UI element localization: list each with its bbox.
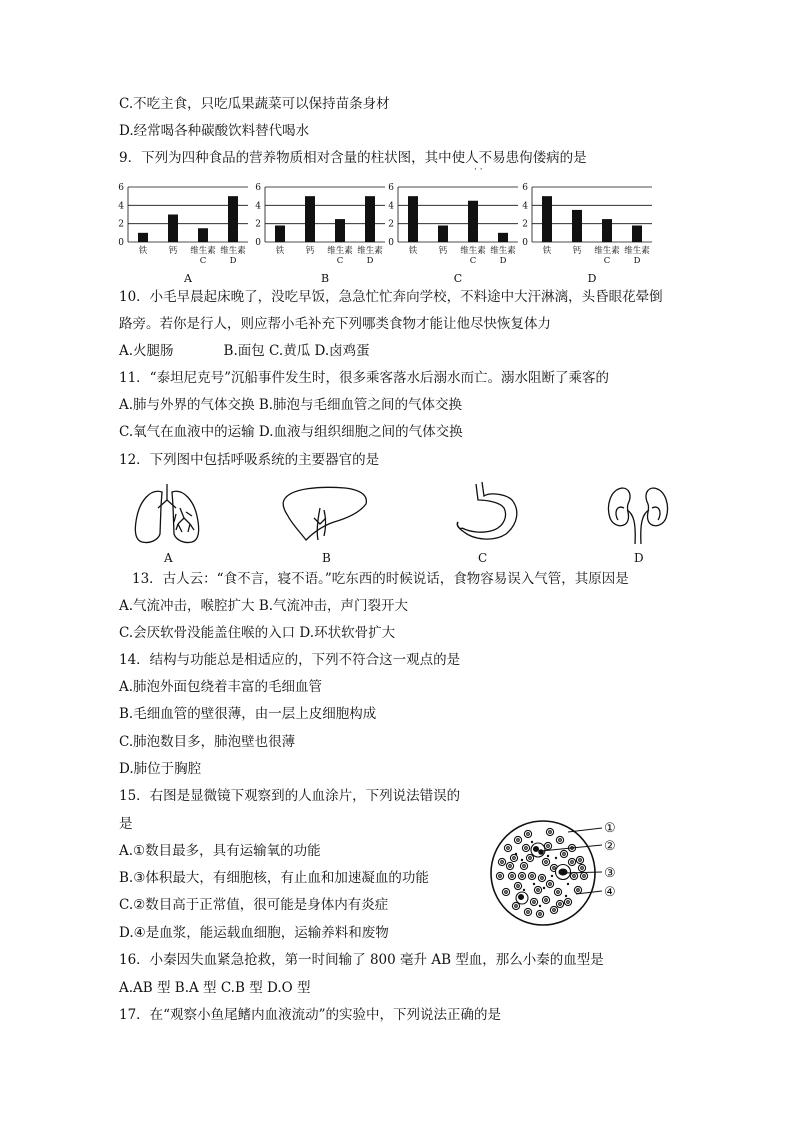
bar <box>632 226 642 243</box>
q11-options-cd: C.氧气在血液中的运输 D.血液与组织细胞之间的气体交换 <box>119 424 463 440</box>
x-tick-label: 钙 <box>305 246 315 256</box>
bar-chart-c <box>388 183 518 285</box>
bar <box>572 210 582 242</box>
q14-option-c: C.肺泡数目多，肺泡壁也很薄 <box>119 734 296 750</box>
red-blood-cell-center <box>505 891 508 894</box>
y-tick-label: 0 <box>522 238 528 248</box>
lungs-figure <box>135 484 198 543</box>
q8-option-d: D.经常喝各种碳酸饮料替代喝水 <box>119 123 310 139</box>
red-blood-cell-center <box>547 845 550 848</box>
platelet <box>523 889 525 891</box>
red-blood-cell-center <box>501 861 504 864</box>
platelet <box>531 841 533 843</box>
bar <box>498 233 508 242</box>
bar <box>305 196 315 242</box>
red-blood-cell-center <box>527 833 530 836</box>
kidneys-figure <box>609 488 668 544</box>
y-tick-label: 2 <box>388 219 394 230</box>
x-tick-label-line2: C <box>336 256 344 266</box>
bar-chart-b <box>255 183 385 285</box>
x-tick-label: 维生素 <box>190 246 216 256</box>
x-tick-label-line2: D <box>229 256 237 266</box>
chart-title: A <box>184 272 192 285</box>
q12-stem: 12．下列图中包括呼吸系统的主要器官的是 <box>119 452 380 468</box>
q10-options-bcd: B.面包 C.黄瓜 D.卤鸡蛋 <box>223 343 370 359</box>
bar <box>542 196 552 242</box>
q12-label-d: D <box>634 551 644 565</box>
marker-3: ③ <box>604 866 616 881</box>
q14-option-b: B.毛细血管的壁很薄，由一层上皮细胞构成 <box>119 706 377 722</box>
q12-label-a: A <box>164 551 173 565</box>
q11-options-ab: A.肺与外界的气体交换 B.肺泡与毛细血管之间的气体交换 <box>119 397 463 413</box>
red-blood-cell-center <box>549 883 552 886</box>
red-blood-cell-center <box>537 889 540 892</box>
platelet <box>567 883 569 885</box>
q13-stem: 13．古人云：“食不言，寝不语。”吃东西的时候说话，食物容易误入气管，其原因是 <box>132 571 629 587</box>
red-blood-cell-center <box>511 875 514 878</box>
q8-option-c: C.不吃主食，只吃瓜果蔬菜可以保持苗条身材 <box>119 96 390 112</box>
bar <box>408 196 418 242</box>
red-blood-cell-center <box>533 901 536 904</box>
q14-option-a: A.肺泡外面包绕着丰富的毛细血管 <box>119 679 323 695</box>
q14-stem: 14．结构与功能总是相适应的，下列不符合这一观点的是 <box>119 652 461 668</box>
q15-option-c: C.②数目高于正常值，很可能是身体内有炎症 <box>119 897 389 913</box>
x-tick-label: 钙 <box>572 246 582 256</box>
red-blood-cell-center <box>579 859 582 862</box>
q12-organ-figures <box>0 478 794 568</box>
y-tick-label: 6 <box>118 183 124 193</box>
platelet <box>551 875 553 877</box>
red-blood-cell-center <box>517 839 520 842</box>
chart-title: D <box>587 272 597 285</box>
chart-title: C <box>453 272 463 285</box>
x-tick-label-line2: D <box>499 256 507 266</box>
blood-smear-figure <box>488 818 668 928</box>
y-tick-label: 4 <box>388 201 394 212</box>
x-tick-label: 维生素 <box>624 246 650 256</box>
red-blood-cell-center <box>523 865 526 868</box>
x-tick-label: 维生素 <box>357 246 383 256</box>
red-blood-cell-center <box>541 877 544 880</box>
q10-stem-line1: 10．小毛早晨起床晚了，没吃早饭，急急忙忙奔向学校，不料途中大汗淋漓，头昏眼花晕倒 <box>119 289 663 305</box>
q12-label-c: C <box>478 551 488 565</box>
liver-figure <box>283 487 366 540</box>
platelet <box>565 895 567 897</box>
red-blood-cell-center <box>553 867 556 870</box>
marker-2: ② <box>604 839 616 854</box>
red-blood-cell-center <box>521 875 524 878</box>
red-blood-cell-center <box>559 839 562 842</box>
y-tick-label: 4 <box>118 201 124 212</box>
bar <box>468 201 478 242</box>
q16-options: A.AB 型 B.A 型 C.B 型 D.O 型 <box>119 980 311 996</box>
q10-options <box>119 342 370 360</box>
q14-option-d: D.肺位于胸腔 <box>119 761 202 777</box>
q13-options-ab: A.气流冲击，喉腔扩大 B.气流冲击，声门裂开大 <box>119 598 409 614</box>
x-tick-label: 维生素 <box>460 246 486 256</box>
red-blood-cell-center <box>559 903 562 906</box>
red-blood-cell-center <box>571 861 574 864</box>
red-blood-cell-center <box>529 857 532 860</box>
red-blood-cell-center <box>545 861 548 864</box>
x-tick-label: 维生素 <box>220 246 246 256</box>
x-tick-label: 钙 <box>438 246 448 256</box>
x-tick-label-line2: D <box>366 256 374 266</box>
q15-option-d: D.④是血浆，能运载血细胞，运输养料和废物 <box>119 925 389 941</box>
red-blood-cell-center <box>527 911 530 914</box>
x-tick-label: 铁 <box>138 246 148 256</box>
red-blood-cell-center <box>515 905 518 908</box>
red-blood-cell-center <box>553 909 556 912</box>
chart-title: B <box>320 272 330 285</box>
q12-label-b: B <box>322 551 331 565</box>
x-tick-label: 铁 <box>275 246 285 256</box>
red-blood-cell-center <box>581 867 584 870</box>
x-tick-label: 铁 <box>408 246 418 256</box>
bar <box>228 196 238 242</box>
q17-stem: 17．在“观察小鱼尾鳍内血液流动”的实验中，下列说法正确的是 <box>119 1007 501 1023</box>
red-blood-cell-center <box>549 831 552 834</box>
bar <box>198 228 208 242</box>
red-blood-cell-center <box>531 875 534 878</box>
platelet <box>543 887 545 889</box>
q10-stem-line2: 路旁。若你是行人，则应帮小毛补充下列哪类食物才能让他尽快恢复体力 <box>119 316 551 332</box>
red-blood-cell-center <box>567 901 570 904</box>
x-tick-label-line2: C <box>469 256 477 266</box>
y-tick-label: 2 <box>255 219 261 230</box>
y-tick-label: 6 <box>522 183 528 193</box>
x-tick-label: 钙 <box>168 246 178 256</box>
platelet <box>547 855 549 857</box>
bar <box>168 215 178 243</box>
q16-stem: 16．小秦因失血紧急抢救，第一时间输了 800 毫升 AB 型血，那么小秦的血型是 <box>119 952 604 968</box>
red-blood-cell-center <box>507 847 510 850</box>
marker-1: ① <box>604 821 616 836</box>
q9-bar-charts <box>0 175 794 295</box>
red-blood-cell-center <box>525 847 528 850</box>
q15-option-b: B.③体积最大，有细胞核，有止血和加速凝血的功能 <box>119 870 429 886</box>
red-blood-cell-center <box>517 885 520 888</box>
y-tick-label: 0 <box>388 238 394 248</box>
platelet <box>539 905 541 907</box>
bar-chart-d <box>522 183 652 285</box>
red-blood-cell-center <box>577 889 580 892</box>
red-blood-cell-center <box>573 875 576 878</box>
q9-emphasis-dots: · · <box>474 165 483 175</box>
y-tick-label: 2 <box>118 219 124 230</box>
y-tick-label: 4 <box>522 201 528 212</box>
bar <box>335 219 345 242</box>
red-blood-cell-center <box>539 913 542 916</box>
platelet <box>515 853 517 855</box>
red-blood-cell-center <box>557 891 560 894</box>
x-tick-label-line2: C <box>199 256 207 266</box>
x-tick-label-line2: C <box>603 256 611 266</box>
platelet <box>555 857 557 859</box>
x-tick-label: 维生素 <box>327 246 353 256</box>
platelet <box>521 859 523 861</box>
q13-options-cd: C.会厌软骨没能盖住喉的入口 D.环状软骨扩大 <box>119 625 396 641</box>
bar-chart-a <box>118 183 248 285</box>
bar <box>275 226 285 243</box>
bar <box>438 226 448 243</box>
q11-stem: 11．“泰坦尼克号”沉船事件发生时，很多乘客落水后溺水而亡。溺水阻断了乘客的 <box>119 370 609 386</box>
red-blood-cell-center <box>563 853 566 856</box>
y-tick-label: 0 <box>118 238 124 248</box>
y-tick-label: 0 <box>255 238 261 248</box>
red-blood-cell-center <box>509 865 512 868</box>
marker-4: ④ <box>604 885 616 900</box>
red-blood-cell-center <box>545 899 548 902</box>
red-blood-cell-center <box>583 875 586 878</box>
red-blood-cell-center <box>499 875 502 878</box>
q10-option-a: A.火腿肠 <box>119 343 174 359</box>
bar <box>602 219 612 242</box>
x-tick-label: 维生素 <box>490 246 516 256</box>
q9-stem: 9．下列为四种食品的营养物质相对含量的柱状图，其中使人不易患佝偻病的是 <box>119 150 587 166</box>
x-tick-label: 铁 <box>542 246 552 256</box>
y-tick-label: 2 <box>522 219 528 230</box>
bar <box>365 196 375 242</box>
q15-stem: 15．右图是显微镜下观察到的人血涂片，下列说法错误的 <box>119 788 461 804</box>
q15-option-a: A.①数目最多，具有运输氧的功能 <box>119 843 321 859</box>
y-tick-label: 4 <box>255 201 261 212</box>
platelet <box>533 883 535 885</box>
red-blood-cell-center <box>513 857 516 860</box>
stomach-figure <box>457 482 517 539</box>
x-tick-label-line2: D <box>633 256 641 266</box>
bar <box>138 233 148 242</box>
y-tick-label: 6 <box>255 183 261 193</box>
x-tick-label: 维生素 <box>594 246 620 256</box>
y-tick-label: 6 <box>388 183 394 193</box>
q15-stem-cont: 是 <box>119 816 133 832</box>
